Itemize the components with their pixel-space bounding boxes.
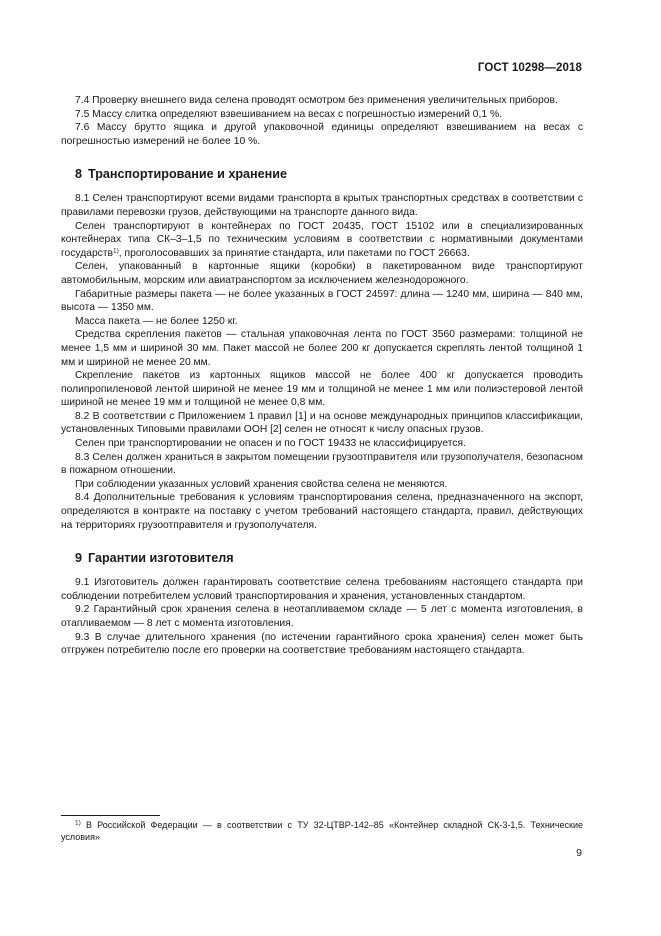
document-code: ГОСТ 10298—2018: [477, 62, 582, 74]
page-number: 9: [576, 847, 582, 859]
footnote: [61, 819, 583, 843]
clause-8-1: 8.1 Селен транспортируют всеми видами транспорта в крытых транспортных средствах в соответствии с правилами перевозки грузов, действующими на транспорте данного вида.: [61, 193, 583, 218]
paragraph-storage-properties: При соблюдении указанных условий хранения свойства селена не меняются.: [75, 478, 448, 490]
paragraph-packed-transport: Селен, упакованный в картонные ящики (коробки) в пакетированном виде транспортируют автомобильным, морским или авиатранспортом за исключением железнодорожного.: [61, 261, 583, 286]
section-8-title: Транспортирование и хранение: [88, 167, 287, 182]
footnote-divider: [61, 815, 160, 816]
section-9-title: Гарантии изготовителя: [88, 551, 234, 566]
paragraph-fastening: Средства скрепления пакетов — стальная упаковочная лента по ГОСТ 3560 размерами: толщиной не менее 1,5 мм и шириной 30 мм. Пакет массой не более 200 кг допускается скреплять лентой толщиной 1 мм и шириной не менее 20 мм.: [61, 329, 583, 368]
section-8-number: 8: [75, 167, 83, 182]
paragraph-package-dimensions: Габаритные размеры пакета — не более указанных в ГОСТ 24597: длина — 1240 мм, ширина — 840 мм, высота — 1350 мм.: [61, 288, 583, 314]
footnote-text: В Российской Федерации — в соответствии с ТУ 32-ЦТВР-142–85 «Контейнер складной СК-3-1,5. Технические условия»: [61, 820, 583, 842]
page-body: [61, 94, 583, 658]
clause-9-2: 9.2 Гарантийный срок хранения селена в неотапливаемом складе — 5 лет с момента изготовления, в отапливаемом — 8 лет с момента изготовления.: [61, 604, 583, 629]
clause-8-2: 8.2 В соответствии с Приложением 1 правил [1] и на основе международных принципов классификации, установленных Типовыми правилами ООН [2] селен не относят к числу опасных грузов.: [61, 410, 583, 436]
paragraph-carton-fastening: Скрепление пакетов из картонных ящиков массой не более 400 кг допускается проводить полипропиленовой лентой шириной не менее 19 мм и толщиной не менее 1 мм или полиэстеровой лентой шириной не менее 19 мм и толщиной не менее 0,8 мм.: [61, 370, 583, 409]
clause-7-6: 7.6 Массу брутто ящика и другой упаковочной единицы определяют взвешиванием на весах с погрешностью измерений не более 10 %.: [61, 122, 583, 147]
section-9-heading: [61, 550, 583, 566]
paragraph-package-mass: Масса пакета — не более 1250 кг.: [75, 315, 238, 327]
clause-9-1: 9.1 Изготовитель должен гарантировать соответствие селена требованиям настоящего стандарта при соблюдении потребителем условий транспортирования и хранения, установленных стандартом.: [61, 577, 583, 602]
paragraph-not-classified: Селен при транспортировании не опасен и по ГОСТ 19433 не классифицируется.: [75, 438, 466, 450]
section-9-number: 9: [75, 551, 83, 566]
paragraph-containers: Селен транспортируют в контейнерах по ГОСТ 20435, ГОСТ 15102 или в специализированных контейнерах типа СК–3–1,5 по техническим условиям в соответствии с нормативными документами государств$^{1)}$, проголосовавших за принятие стандарта, или пакетами по ГОСТ 26663.: [61, 220, 583, 259]
clause-8-3: 8.3 Селен должен храниться в закрытом помещении грузоотправителя или грузополучателя, безопасном в пожарном отношении.: [61, 451, 583, 477]
clause-9-3: 9.3 В случае длительного хранения (по истечении гарантийного срока хранения) селен может быть отгружен потребителю после его проверки на соответствие требованиям настоящего стандарта.: [61, 631, 583, 657]
clause-8-4: 8.4 Дополнительные требования к условиям транспортирования селена, предназначенного на экспорт, определяются в контракте на поставку с учетом требований настоящего стандарта, правил, действующих на территориях грузоотправителя и грузополучателя.: [61, 492, 583, 531]
clause-7-5: 7.5 Массу слитка определяют взвешиванием на весах с погрешностью измерений 0,1 %.: [75, 108, 502, 120]
section-8-heading: [61, 166, 583, 182]
clause-7-4: 7.4 Проверку внешнего вида селена проводят осмотром без применения увеличительных приборов.: [75, 95, 558, 106]
footnote-mark: 1): [75, 819, 81, 827]
footnote-ref: 1): [113, 247, 119, 255]
